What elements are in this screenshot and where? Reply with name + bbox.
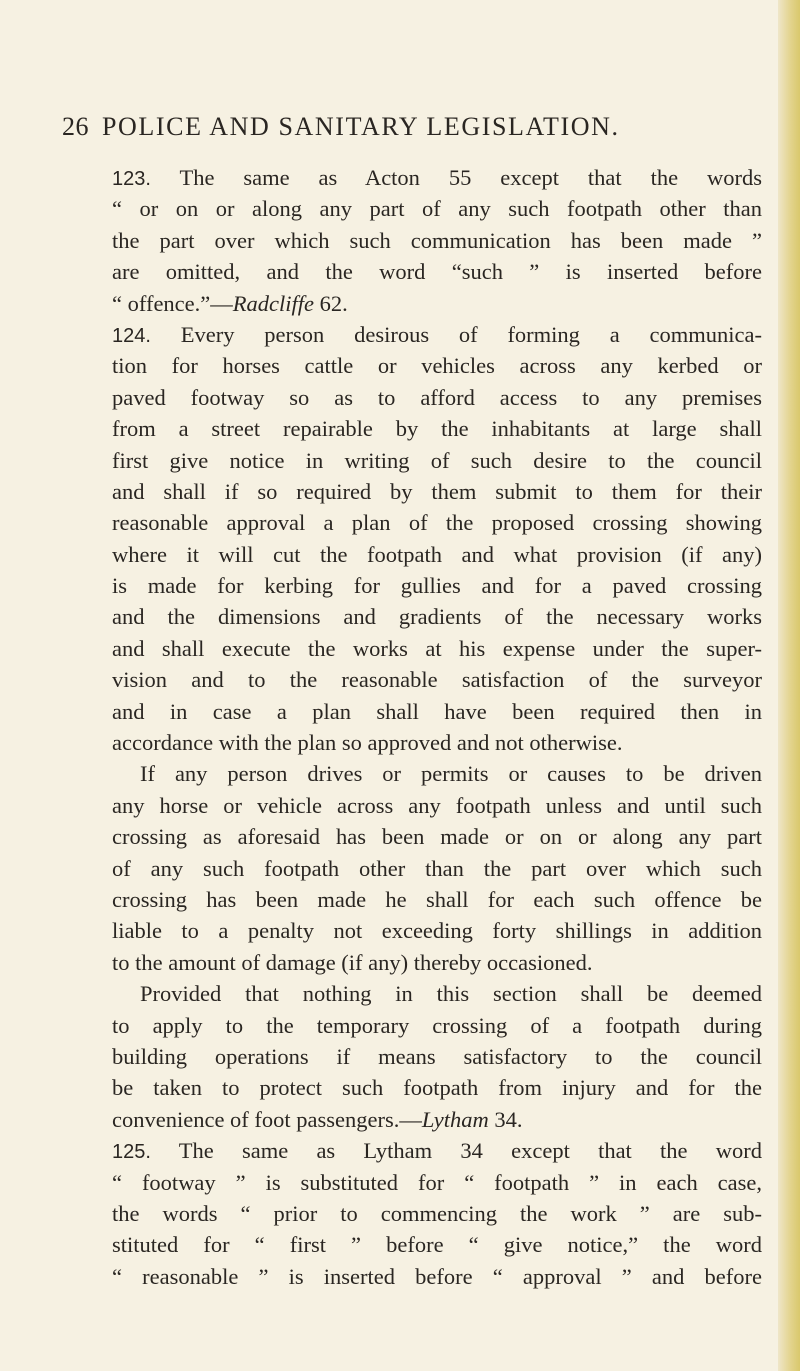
text-line: and in case a plan shall have been required then in bbox=[112, 698, 762, 724]
section-number: 123. bbox=[112, 168, 151, 190]
penalty-paragraph-body bbox=[112, 790, 762, 978]
text-line: and shall execute the works at his expense under the super- bbox=[112, 635, 762, 661]
text-line: is made for kerbing for gullies and for a paved crossing bbox=[112, 573, 762, 599]
text-line: reasonable approval a plan of the proposed crossing showing bbox=[112, 510, 762, 536]
text-line: to the amount of damage (if any) thereby occasioned. bbox=[112, 949, 593, 975]
citation-number: 34. bbox=[488, 1106, 523, 1132]
text-line: of any such footpath other than the part over which such bbox=[112, 855, 762, 881]
text-line: convenience of foot passengers.—Lytham 34. bbox=[112, 1106, 523, 1132]
text-line: be taken to protect such footpath from injury and for the bbox=[112, 1075, 762, 1101]
text-line: the words “ prior to commencing the work ” are sub- bbox=[112, 1200, 762, 1226]
text-line: Provided that nothing in this section shall be deemed bbox=[140, 981, 762, 1007]
text-line: from a street repairable by the inhabitants at large shall bbox=[112, 416, 762, 442]
text-line: building operations if means satisfactory to the council bbox=[112, 1043, 762, 1069]
proviso-paragraph bbox=[112, 978, 762, 1009]
running-title: POLICE AND SANITARY LEGISLATION. bbox=[102, 112, 620, 141]
text-line: first give notice in writing of such desire to the council bbox=[112, 447, 762, 473]
section-number: 125. bbox=[112, 1141, 151, 1164]
text-line: crossing has been made he shall for each such offence be bbox=[112, 886, 762, 912]
text-line: and the dimensions and gradients of the necessary works bbox=[112, 604, 762, 630]
proviso-paragraph-body bbox=[112, 1010, 762, 1136]
text-line: 124. Every person desirous of forming a communica- bbox=[112, 321, 762, 347]
body-text bbox=[112, 162, 762, 1292]
section-123 bbox=[112, 162, 762, 319]
page-edge bbox=[778, 0, 800, 1371]
section-number: 124. bbox=[112, 324, 151, 347]
text-line: If any person drives or permits or causes to be driven bbox=[140, 761, 762, 787]
citation-number: 62. bbox=[314, 290, 348, 316]
text-line: liable to a penalty not exceeding forty shillings in addition bbox=[112, 918, 762, 944]
text-line: paved footway so as to afford access to any premises bbox=[112, 384, 762, 410]
citation: Radcliffe bbox=[232, 290, 314, 316]
text-line: “ footway ” is substituted for “ footpath ” in each case, bbox=[112, 1169, 762, 1195]
page-header bbox=[62, 112, 762, 152]
text-line: stituted for “ first ” before “ give notice,” the word bbox=[112, 1232, 762, 1258]
citation: Lytham bbox=[421, 1106, 489, 1132]
page-number: 26 bbox=[62, 112, 89, 141]
section-125 bbox=[112, 1135, 762, 1292]
text-line: are omitted, and the word “such ” is inserted before bbox=[112, 259, 762, 285]
section-124 bbox=[112, 319, 762, 758]
text-line: and shall if so required by them submit to them for their bbox=[112, 478, 762, 504]
text-line: “ reasonable ” is inserted before “ approval ” and before bbox=[112, 1263, 762, 1289]
text-line: “ or on or along any part of any such footpath other than bbox=[112, 196, 762, 222]
text-line: “ offence.”—Radcliffe 62. bbox=[112, 290, 348, 316]
text-line: accordance with the plan so approved and not otherwise. bbox=[112, 730, 623, 756]
text-line: vision and to the reasonable satisfaction of the surveyor bbox=[112, 667, 762, 693]
text-line: crossing as aforesaid has been made or on or along any part bbox=[112, 824, 762, 850]
text-line: the part over which such communication has been made ” bbox=[112, 227, 762, 253]
text-line: 123. The same as Acton 55 except that the words bbox=[112, 165, 762, 190]
penalty-paragraph bbox=[112, 758, 762, 789]
text-line: tion for horses cattle or vehicles across any kerbed or bbox=[112, 353, 762, 379]
text-line: to apply to the temporary crossing of a footpath during bbox=[112, 1012, 762, 1038]
text-line: where it will cut the footpath and what provision (if any) bbox=[112, 541, 762, 567]
text-line: 125. The same as Lytham 34 except that the word bbox=[112, 1138, 762, 1164]
text-line: any horse or vehicle across any footpath unless and until such bbox=[112, 792, 762, 818]
